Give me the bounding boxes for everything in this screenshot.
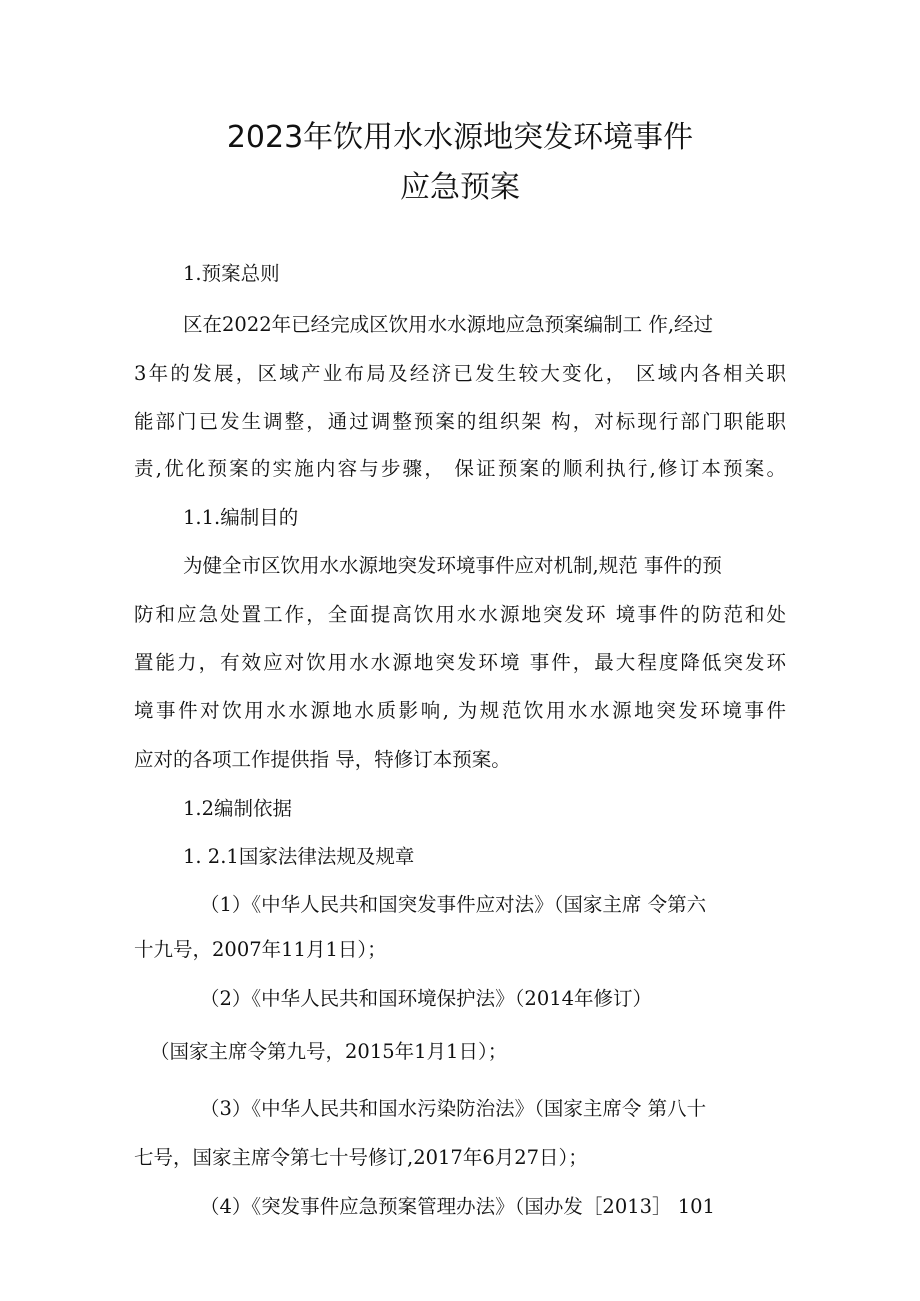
paragraph-line: 区在2022年已经完成区饮用水水源地应急预案编制工 作,经过	[183, 313, 714, 336]
paragraph-line: 防和应急处置工作，全面提高饮用水水源地突发环 境事件的防范和处	[134, 603, 786, 626]
paragraph-line: 责,优化预案的实施内容与步骤， 保证预案的顺利执行,修订本预案。	[134, 457, 786, 480]
list-item-line: （3）《中华人民共和国水污染防治法》（国家主席令 第八十	[200, 1097, 707, 1120]
list-item-line: 十九号，2007年11月1日）；	[134, 938, 387, 961]
list-item-line: （国家主席令第九号，2015年1月1日）；	[150, 1040, 508, 1063]
list-item-line: 七号，国家主席令第七十号修订,2017年6月27日）；	[134, 1146, 588, 1169]
document-title-line-2: 应急预案	[400, 170, 520, 205]
heading-1: 1.预案总则	[183, 262, 280, 285]
list-item-line: （2）《中华人民共和国环境保护法》（2014年修订）	[200, 987, 653, 1010]
heading-1-1: 1.1.编制目的	[183, 506, 299, 529]
paragraph-line: 能部门已发生调整，通过调整预案的组织架 构，对标现行部门职能职	[134, 410, 786, 433]
paragraph-line: 应对的各项工作提供指 导，特修订本预案。	[134, 748, 511, 771]
heading-1-2: 1.2编制依据	[183, 797, 293, 820]
list-item-line: （1）《中华人民共和国突发事件应对法》（国家主席 令第六	[200, 893, 707, 916]
heading-1-2-1: 1. 2.1国家法律法规及规章	[183, 845, 415, 868]
paragraph-line: 为健全市区饮用水水源地突发环境事件应对机制,规范 事件的预	[183, 554, 722, 577]
list-item-line: （4）《突发事件应急预案管理办法》（国办发［2013］ 101	[200, 1195, 715, 1218]
paragraph-line: 3年的发展，区域产业布局及经济已发生较大变化， 区域内各相关职	[134, 362, 786, 385]
paragraph-line: 置能力，有效应对饮用水水源地突发环境 事件，最大程度降低突发环	[134, 651, 786, 674]
paragraph-line: 境事件对饮用水水源地水质影响, 为规范饮用水水源地突发环境事件	[134, 699, 786, 722]
document-title-line-1: 2023年饮用水水源地突发环境事件	[226, 120, 694, 155]
